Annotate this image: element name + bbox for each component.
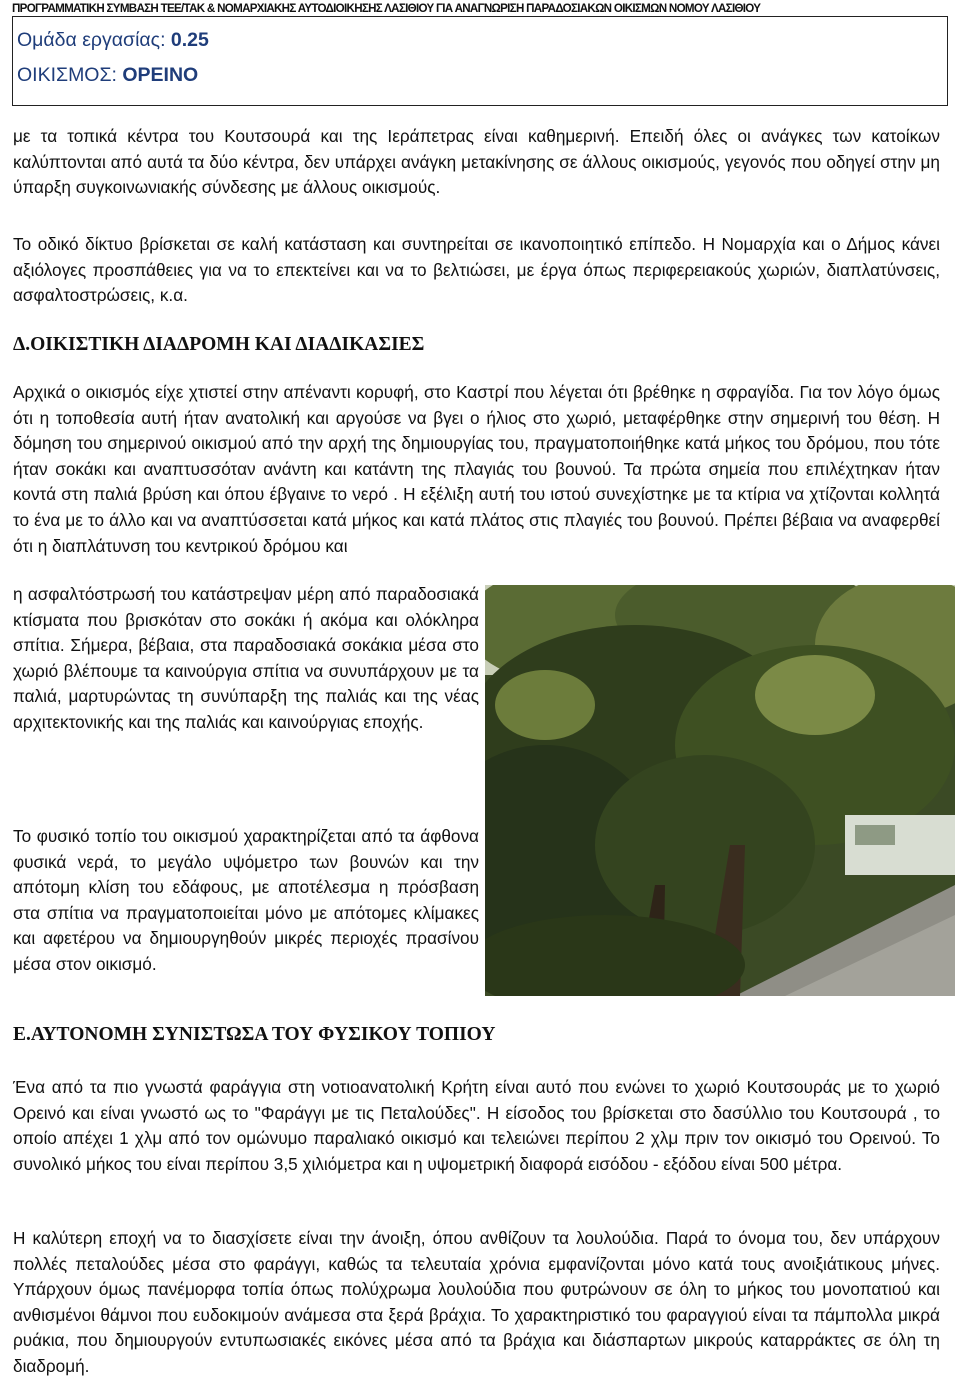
document-header: ΠΡΟΓΡΑΜΜΑΤΙΚΗ ΣΥΜΒΑΣΗ ΤΕΕ/ΤΑΚ & ΝΟΜΑΡΧΙΑΚΗΣ ΑΥΤΟΔΙΟΙΚΗΣΗΣ ΛΑΣΙΘΙΟΥ ΓΙΑ ΑΝΑΓΝΩΡΙΣΗ ΠΑΡΑΔΟΣΙΑΚΩΝ ΟΙΚΙΣΜΩΝ ΝΟΜΟΥ ΛΑΣΙΘΙΟΥ [12, 2, 761, 15]
settlement-value: ΟΡΕΙΝΟ [122, 64, 199, 86]
village-road-photo [485, 585, 955, 996]
work-group-line [17, 29, 209, 52]
settlement-line [17, 64, 198, 87]
paragraph-transport: με τα τοπικά κέντρα του Κουτσουρά και της Ιεράπετρας είναι καθημερινή. Επειδή όλες οι ανάγκες των κατοίκων καλύπτονται από αυτά τα δύο κέντρα, δεν υπάρχει ανάγκη μετακίνησης σε άλλους οικισμούς, γεγονός που οδηγεί στην μη ύπαρξη συγκοινωνιακής σύνδεσης με άλλους οικισμούς. [13, 126, 940, 198]
paragraph-settlement-history: Αρχικά ο οικισμός είχε χτιστεί στην απέναντι κορυφή, στο Καστρί που λέγεται ότι βρέθηκε η σφραγίδα. Για τον λόγο όμως ότι η τοποθεσία αυτή ήταν ανατολική και αργούσε να βγει ο ήλιος στο χωριό, μεταφέρθηκε στην σημερινή του θέση. Η δόμηση του σημερινού οικισμού από την αρχή της δημιουργίας του, πραγματοποιήθηκε κατά μήκος του δρόμου, που τότε ήταν σοκάκι και αναπτυσσόταν ανάντη και κατάντη της πλαγιάς του βουνού. Τα πρώτα σημεία που επιλέχτηκαν ήταν κοντά στη παλιά βρύση και όπου έβγαινε το νερό . Η εξέλιξη αυτή του ιστού συνεχίστηκε με τα κτίρια να χτίζονται κολλητά το ένα με το άλλο και να αναπτύσσεται κατά μήκος και κατά πλάτος στις πλαγιές του βουνού. Πρέπει βέβαια να αναφερθεί ότι η διαπλάτυνση του κεντρικού δρόμου και [13, 382, 940, 556]
section-heading-d: Δ.ΟΙΚΙΣΤΙΚΗ ΔΙΑΔΡΟΜΗ ΚΑΙ ΔΙΑΔΙΚΑΣΙΕΣ [13, 334, 425, 355]
settlement-label: ΟΙΚΙΣΜΟΣ: [17, 64, 123, 86]
paragraph-settlement-history-continued: η ασφαλτόστρωσή του κατάστρεψαν μέρη από παραδοσιακά κτίσματα που βρισκόταν στο σοκάκι ή ακόμα και ολόκληρα σπίτια. Σήμερα, βέβαια, στα παραδοσιακά σοκάκια μέσα στο χωριό βλέπουμε τα καινούργια σπίτια να συνυπάρχουν με τα παλιά, μαρτυρώντας τη συνύπαρξη της παλιάς και της νέας αρχιτεκτονικής και της παλιάς και καινούργιας εποχής. [13, 584, 479, 732]
work-group-value: 0.25 [170, 29, 209, 51]
work-group-label: Ομάδα εργασίας: [17, 29, 171, 51]
paragraph-gorge-season: Η καλύτερη εποχή να το διασχίσετε είναι την άνοιξη, όπου ανθίζουν τα λουλούδια. Παρά το όνομα του, δεν υπάρχουν πολλές πεταλούδες μέσα στο φαράγγι, καθώς τα τελευταία χρόνια εμφανίζονται μόνο κατά τους ανοιξιάτικους μήνες. Υπάρχουν όμως πανέμορφα τοπία όπως πολύχρωμα λουλούδια που φυτρώνουν σε όλη το μήκος του μονοπατιού και ανθισμένοι θάμνοι που ευδοκιμούν ανάμεσα στα ξερά βράχια. Το χαρακτηριστικό του φαραγγιού είναι τα πάμπολλα μικρά ρυάκια, που δημιουργούν εντυπωσιακές εικόνες μέσα από τα βράχια και διάσπαρτων μικρούς καταρράκτες σε όλη τη διαδρομή. [13, 1228, 940, 1376]
info-box [12, 16, 948, 106]
paragraph-gorge-description: Ένα από τα πιο γνωστά φαράγγια στη νοτιοανατολική Κρήτη είναι αυτό που ενώνει το χωριό Κουτσουράς με το χωριό Ορεινό και είναι γνωστό ως το "Φαράγγι με τις Πεταλούδες". Η είσοδος του βρίσκεται στο δασύλλιο του Κουτσουρά , το οποίο απέχει 1 χλμ από τον ομώνυμο παραλιακό οικισμό και τελειώνει περίπου 2 χλμ πριν τον οικισμό του Ορεινού. Το συνολικό μήκος του είναι περίπου 3,5 χιλιόμετρα και η υψομετρική διαφορά εισόδου - εξόδου είναι 500 μέτρα. [13, 1077, 940, 1174]
paragraph-road-network: Το οδικό δίκτυο βρίσκεται σε καλή κατάσταση και συντηρείται σε ικανοποιητικό επίπεδο. Η Νομαρχία και ο Δήμος κάνει αξιόλογες προσπάθειες για να το επεκτείνει και να το βελτιώσει, με έργα όπως περιφερειακούς χωριών, διαπλατύνσεις, ασφαλτοστρώσεις, κ.α. [13, 234, 940, 306]
photo-illustration [485, 585, 955, 996]
section-heading-e: Ε.ΑΥΤΟΝΟΜΗ ΣΥΝΙΣΤΩΣΑ ΤΟΥ ΦΥΣΙΚΟΥ ΤΟΠΙΟΥ [13, 1024, 496, 1045]
paragraph-natural-landscape: Το φυσικό τοπίο του οικισμού χαρακτηρίζεται από τα άφθονα φυσικά νερά, το μεγάλο υψόμετρο των βουνών και την απότομη κλίση του εδάφους, με αποτέλεσμα η πρόσβαση στα σπίτια να πραγματοποιείται μόνο με απότομες κλίμακες και αφετέρου να δημιουργηθούν μικρές περιοχές πρασίνου μέσα στον οικισμό. [13, 826, 479, 974]
